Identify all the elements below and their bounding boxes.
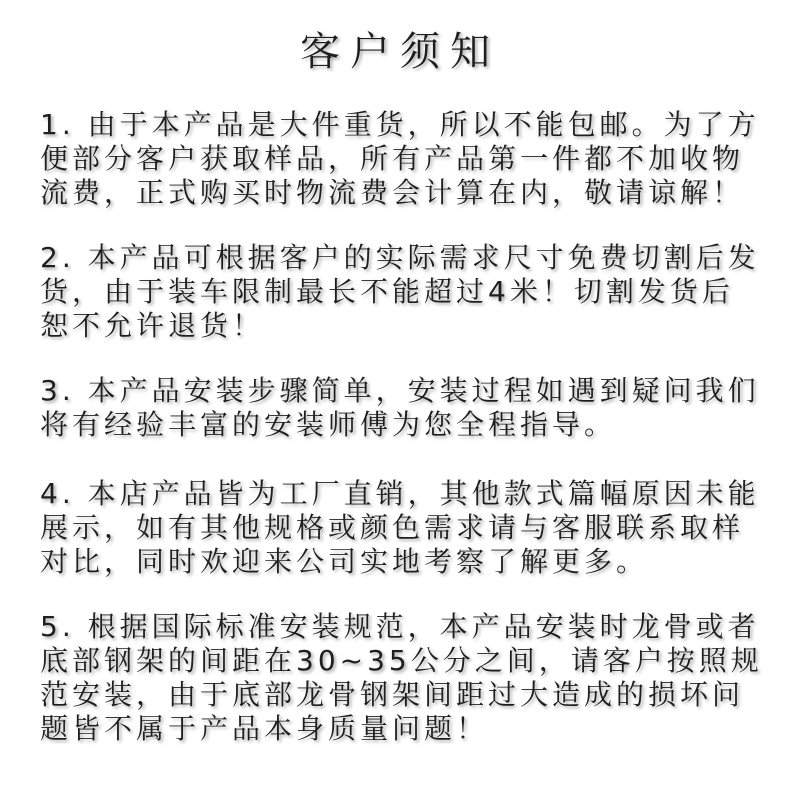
notice-line: 1. 由于本产品是大件重货，所以不能包邮。为了方: [40, 108, 760, 141]
notice-item-3: [40, 374, 770, 442]
notice-line: 流费，正式购买时物流费会计算在内，敬请谅解！: [40, 176, 745, 209]
notice-line: 4. 本店产品皆为工厂直销，其他款式篇幅原因未能: [40, 477, 760, 510]
notice-line: 范安装，由于底部龙骨钢架间距过大造成的损坏问: [40, 678, 745, 711]
notice-item-5: [40, 610, 770, 746]
notice-line: 展示，如有其他规格或颜色需求请与客服联系取样: [40, 511, 745, 544]
notice-item-1: [40, 108, 770, 210]
notice-item-2: [40, 241, 770, 343]
notice-line: 便部分客户获取样品，所有产品第一件都不加收物: [40, 142, 745, 175]
notice-line: 2. 本产品可根据客户的实际需求尺寸免费切割后发: [40, 241, 760, 274]
notice-line: 对比，同时欢迎来公司实地考察了解更多。: [40, 545, 649, 578]
notice-line: 题皆不属于产品本身质量问题！: [40, 712, 489, 745]
notice-line: 3. 本产品安装步骤简单，安装过程如遇到疑问我们: [40, 374, 760, 407]
notice-line: 将有经验丰富的安装师傅为您全程指导。: [40, 408, 617, 441]
notice-line: 货，由于装车限制最长不能超过4米！切割发货后: [40, 275, 734, 308]
notice-line: 5. 根据国际标准安装规范，本产品安装时龙骨或者: [40, 610, 760, 643]
page-title: 客户须知: [300, 29, 500, 75]
notice-line: 底部钢架的间距在30~35公分之间，请客户按照规: [40, 644, 763, 677]
notice-item-4: [40, 477, 770, 579]
notice-line: 恕不允许退货！: [40, 309, 265, 342]
